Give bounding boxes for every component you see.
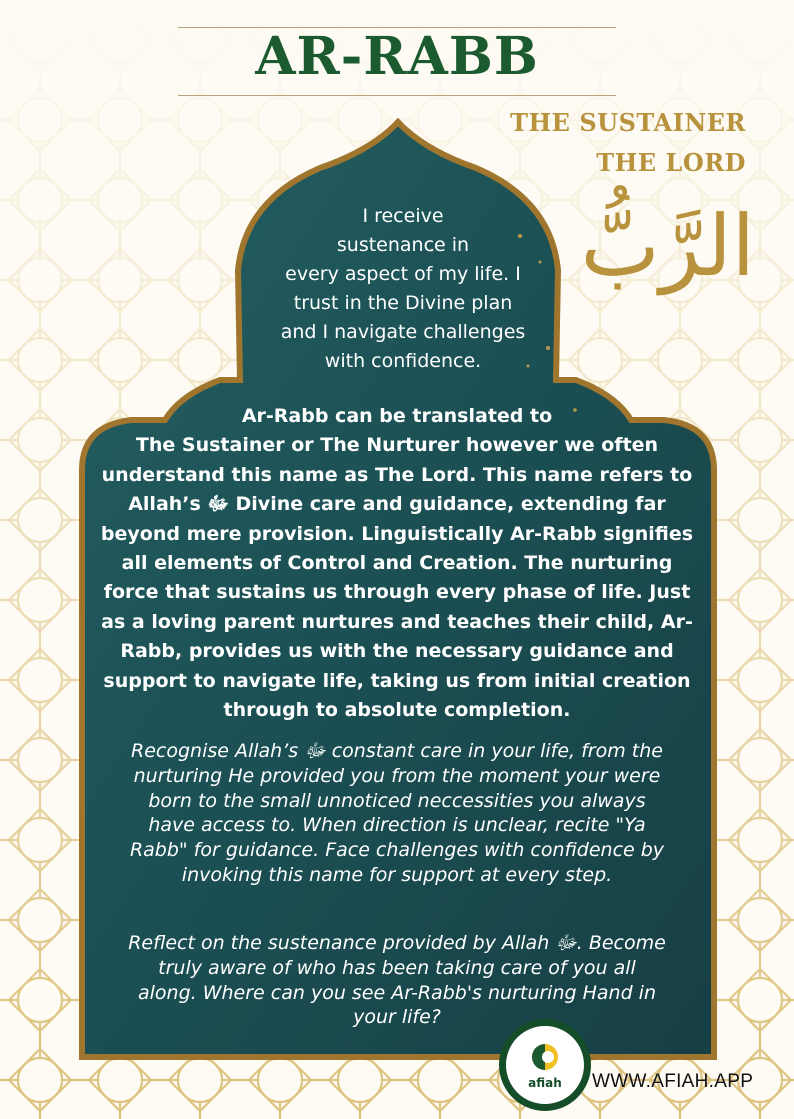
page-title: AR-RABB [255, 26, 539, 87]
afiah-logo-icon [528, 1040, 562, 1074]
logo-text: afiah [528, 1076, 562, 1090]
subtitle-lord: THE LORD [596, 148, 746, 177]
afiah-logo[interactable] [499, 1019, 591, 1111]
subtitle-sustainer: THE SUSTAINER [510, 108, 746, 137]
arabic-calligraphy-icon: الرَّبُّ [580, 197, 755, 295]
explanation-text: Ar-Rabb can be translated to The Sustainer or The Nurturer however we often understand this name as The Lord. This name refers to Allah’s ﷻ Divine care and guidance, extending far beyond mere provision. Linguistically Ar-Rabb signifies all elements of Control and Creation. The nurturing force that sustains us through every phase of life. Just as a loving parent nurtures and teaches their child, Ar- Rabb, provides us with the necessary guidance and support to navigate life, taking us from initial creation through to absolute completion. [100, 405, 694, 722]
affirmation-text: I receive sustenance in every aspect of my life. I trust in the Divine plan and I navigate challenges with confidence. [280, 205, 526, 372]
reflection-text: Reflect on the sustenance provided by Allah ﷻ. Become truly aware of who has been taking care of you all along. Where can you see Ar-Rabb's nurturing Hand in your life? [128, 932, 666, 1029]
website-link[interactable]: WWW.AFIAH.APP [592, 1071, 754, 1092]
practice-text: Recognise Allah’s ﷻ constant care in your life, from the nurturing He provided you from the moment your were born to the small unnoticed neccessities you always have access to. When direction is unclear, recite "Ya Rabb" for guidance. Face challenges with confidence by invoking this name for support at every step. [129, 740, 665, 886]
